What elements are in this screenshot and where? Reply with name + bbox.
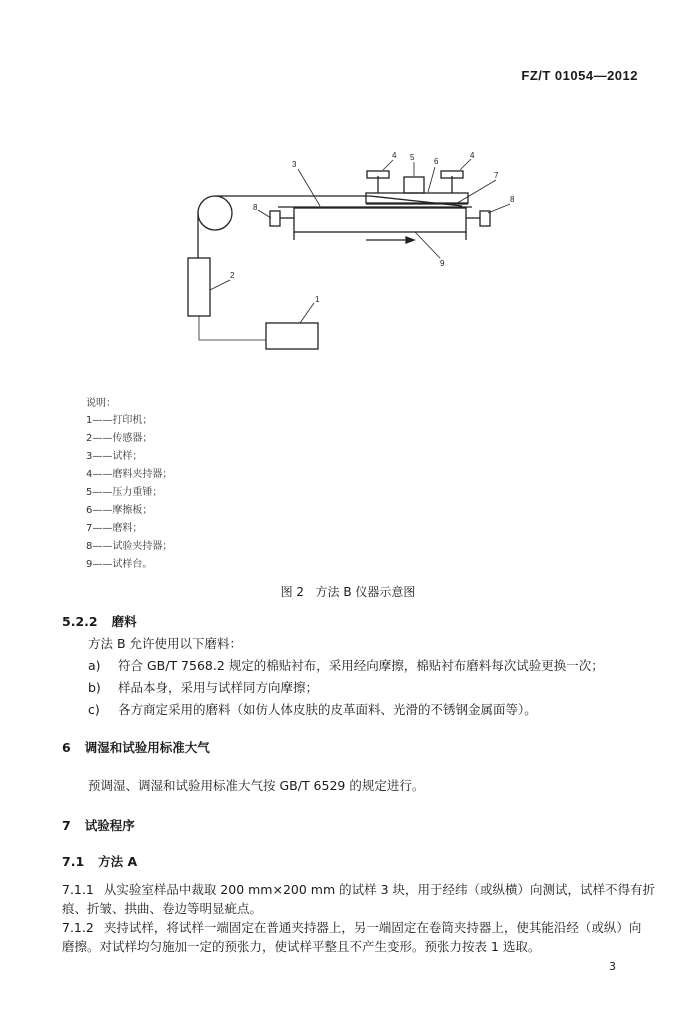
label-8b: 8 (510, 195, 515, 204)
label-7: 7 (494, 171, 499, 180)
legend-item: 7——磨料； (86, 523, 143, 534)
paragraph-text: 夹持试样，将试样一端固定在普通夹持器上，另一端固定在卷筒夹持器上，使其能沿经（或纵）向 (103, 920, 642, 935)
sensor-box (188, 258, 210, 316)
section-number: 6 (62, 740, 71, 755)
section-6-text: 预调湿、调湿和试验用标准大气按 GB/T 6529 的规定进行。 (88, 778, 425, 793)
legend-item: 4——磨料夹持器； (86, 469, 173, 480)
section-7-1-2-line1 (62, 918, 641, 936)
section-title: 调湿和试验用标准大气 (84, 740, 210, 755)
legend-title: 说明： (86, 398, 116, 409)
label-6: 6 (434, 157, 439, 166)
label-4b: 4 (470, 151, 475, 160)
label-3: 3 (292, 160, 297, 169)
apparatus-diagram (170, 140, 530, 355)
list-item-a (88, 656, 604, 674)
list-label: b) (88, 680, 101, 695)
page-number: 3 (609, 960, 616, 973)
section-5-2-2-heading (62, 612, 137, 630)
section-number: 7 (62, 818, 71, 833)
section-title: 试验程序 (84, 818, 135, 833)
specimen-table (294, 208, 466, 232)
section-6-heading (62, 738, 210, 756)
list-text: 符合 GB/T 7568.2 规定的棉贴衬布，采用经向摩擦，棉贴衬布磨料每次试验更换一次； (118, 658, 604, 673)
section-7-1-1-line2: 痕、折皱、拱曲、卷边等明显疵点。 (62, 901, 263, 916)
list-item-c (88, 700, 537, 718)
list-label: c) (88, 702, 100, 717)
label-1: 1 (315, 295, 320, 304)
section-number: 7.1 (62, 854, 85, 869)
test-holder-right (480, 211, 490, 226)
section-number: 5.2.2 (62, 614, 98, 629)
paragraph-text: 从实验室样品中裁取 200 mm×200 mm 的试样 3 块，用于经纬（或纵横）向测试，试样不得有折 (103, 882, 656, 897)
legend-item: 8——试验夹持器； (86, 541, 173, 552)
section-intro: 方法 B 允许使用以下磨料： (88, 636, 243, 651)
section-number: 7.1.2 (62, 920, 94, 935)
legend-item: 6——摩擦板； (86, 505, 153, 516)
list-text: 各方商定采用的磨料（如仿人体皮肤的皮革面料、光滑的不锈钢金属面等）。 (118, 702, 537, 717)
label-4: 4 (392, 151, 397, 160)
section-title: 磨料 (111, 614, 137, 629)
label-9: 9 (440, 259, 445, 268)
list-item-b (88, 678, 318, 696)
pulley (198, 196, 232, 230)
pressure-weight (404, 177, 424, 193)
label-8: 8 (253, 203, 258, 212)
label-2: 2 (230, 271, 235, 280)
section-number: 7.1.1 (62, 882, 94, 897)
test-holder-left (270, 211, 280, 226)
legend-item: 5——压力重锤； (86, 487, 163, 498)
figure-caption: 图 2 方法 B 仪器示意图 (280, 585, 416, 599)
list-text: 样品本身，采用与试样同方向摩擦； (118, 680, 319, 695)
section-7-heading (62, 816, 135, 834)
label-5: 5 (410, 153, 415, 162)
list-label: a) (88, 658, 101, 673)
document-id: FZ/T 01054—2012 (521, 68, 638, 83)
legend-item: 3——试样； (86, 451, 143, 462)
section-7-1-2-line2: 磨擦。对试样均匀施加一定的预张力，使试样平整且不产生变形。预张力按表 1 选取。 (62, 939, 541, 954)
section-7-1-1-line1 (62, 880, 655, 898)
printer-box (266, 323, 318, 349)
legend-item: 9——试样台。 (86, 559, 153, 570)
section-7-1-heading (62, 852, 137, 870)
sensor-wire (199, 316, 266, 340)
section-title: 方法 A (98, 854, 138, 869)
legend-item: 1——打印机； (86, 415, 153, 426)
legend-item: 2——传感器； (86, 433, 153, 444)
